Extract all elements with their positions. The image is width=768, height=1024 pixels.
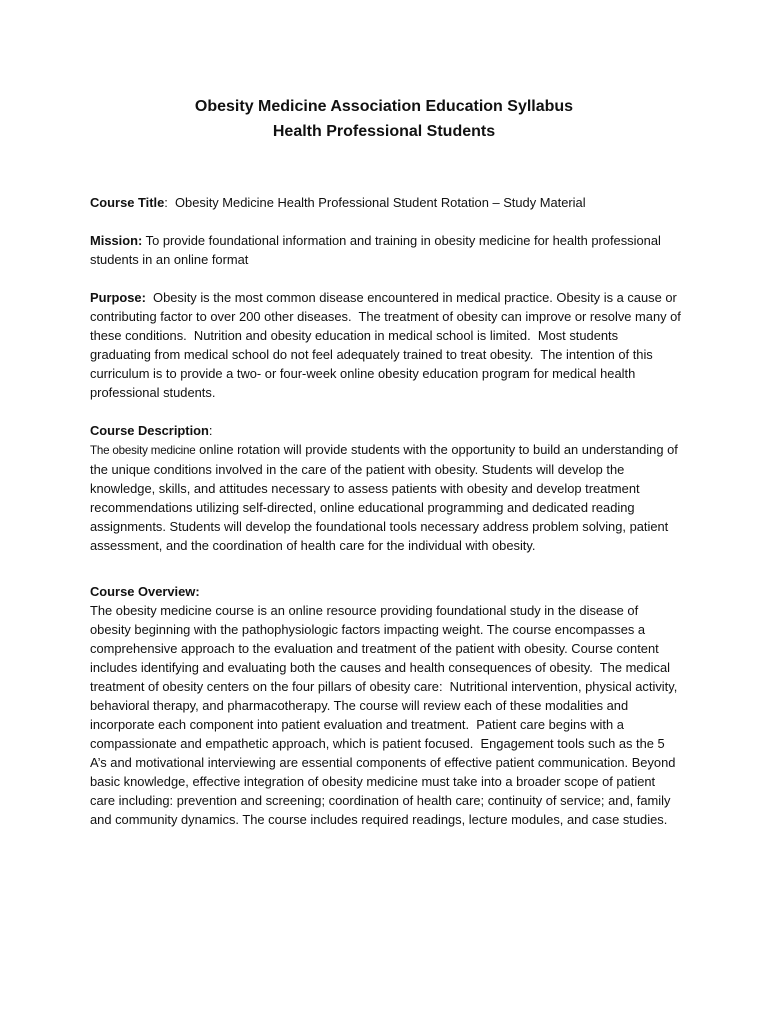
document-title-line-1: Obesity Medicine Association Education Syllabus [194, 98, 574, 115]
course-overview-text: The obesity medicine course is an online resource providing foundational study in the disease of obesity beginning with the pathophysiologic factors impacting weight. The course encompasses a comprehensive approach to the evaluation and treatment of the patient with obesity. Course content includes identifying and evaluating both the causes and health consequences of obesity. The medical treatment of obesity centers on the four pillars of obesity care: Nutritional intervention, physical activity, behavioral therapy, and pharmacotherapy. The course will review each of these modalities and incorporate each component into patient evaluation and treatment. Patient care begins with a compassionate and empathetic approach, which is patient focused. Engagement tools such as the 5 A’s and motivational interviewing are essential components of effective patient communication. Beyond basic knowledge, effective integration of obesity medicine must take into a broader scope of patient care including: prevention and screening; coordination of health care; continuity of service; and, family and community dynamics. The course includes required readings, lecture modules, and case studies. [90, 603, 681, 827]
course-description-text: online rotation will provide students with the opportunity to build an understanding of the unique conditions involved in the care of the patient with obesity. Students will develop the knowledge, skills, and attitudes necessary to assess patients with obesity and develop treatment recommendations utilizing self-directed, online educational programming and dedicated reading assignments. Students will develop the foundational tools necessary address problem solving, patient assessment, and the coordination of health care for the individual with obesity. [90, 442, 678, 553]
mission-paragraph [90, 231, 682, 269]
mission-text: To provide foundational information and training in obesity medicine for health professional students in an online format [90, 233, 661, 267]
course-description-label: Course Description [90, 423, 209, 438]
course-description-heading [90, 421, 682, 440]
course-description-paragraph [90, 440, 682, 555]
course-title-text: Obesity Medicine Health Professional Student Rotation – Study Material [175, 195, 586, 210]
document-title-line-2: Health Professional Students [272, 123, 496, 140]
purpose-label: Purpose: [90, 290, 146, 305]
course-title-separator: : [164, 195, 176, 210]
document-body [90, 193, 685, 829]
course-overview-heading [90, 582, 682, 601]
purpose-paragraph [90, 288, 685, 402]
course-description-lead: The obesity medicine [90, 444, 196, 457]
course-title-paragraph [90, 193, 682, 212]
course-overview-paragraph [90, 601, 682, 829]
mission-label: Mission: [90, 233, 143, 248]
purpose-text: Obesity is the most common disease encountered in medical practice. Obesity is a cause or contributing factor to over 200 other diseases. The treatment of obesity can improve or resolve many of these conditions. Nutrition and obesity education in medical school is limited. Most students graduating from medical school do not feel adequately trained to treat obesity. The intention of this curriculum is to provide a two- or four-week online obesity education program for medical health professional students. [90, 290, 685, 400]
course-title-label: Course Title [90, 195, 165, 210]
course-description-separator: : [208, 423, 213, 438]
document-title [0, 94, 768, 144]
course-overview-label: Course Overview: [90, 584, 200, 599]
